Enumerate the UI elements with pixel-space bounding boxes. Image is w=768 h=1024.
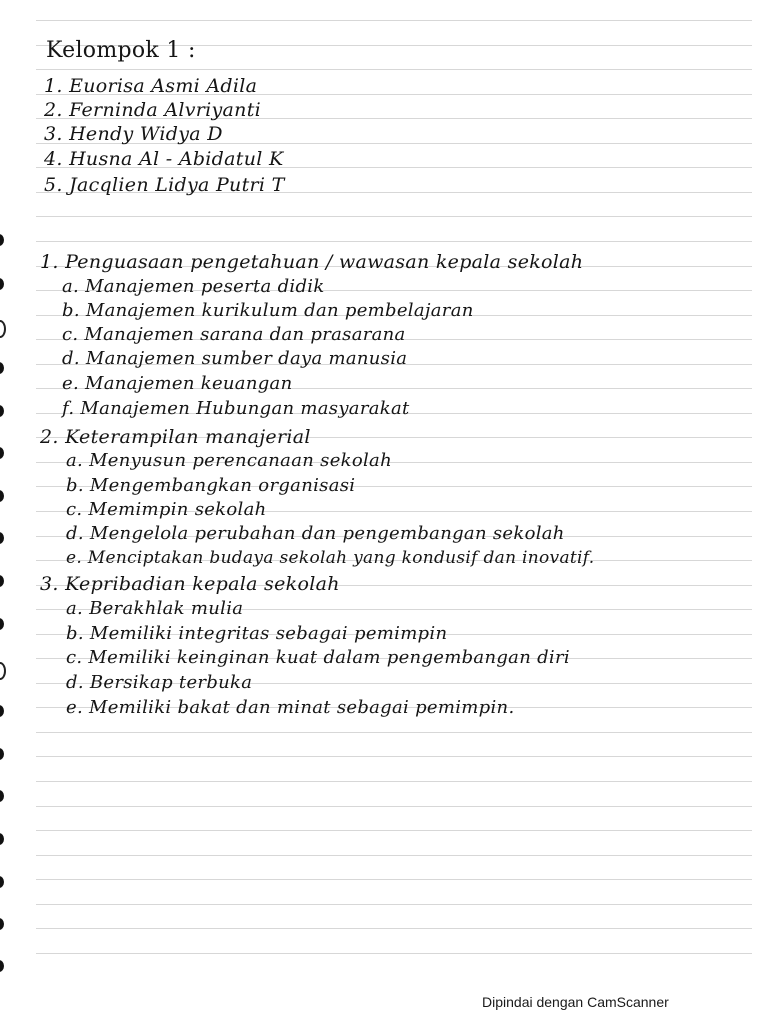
section-3-item-d: d. Bersikap terbuka — [66, 672, 253, 693]
binder-hole — [0, 575, 4, 587]
section-1-item-d: d. Manajemen sumber daya manusia — [62, 348, 408, 369]
ruled-line — [36, 756, 752, 757]
section-1-heading: 1. Penguasaan pengetahuan / wawasan kepala sekolah — [40, 251, 584, 273]
binder-hole — [0, 362, 4, 374]
ruled-line — [36, 879, 752, 880]
binder-hole — [0, 833, 4, 845]
member-5: 5. Jacqlien Lidya Putri T — [44, 174, 285, 196]
section-2-item-a: a. Menyusun perencanaan sekolah — [66, 450, 392, 471]
binder-hole — [0, 790, 4, 802]
section-1-item-b: b. Manajemen kurikulum dan pembelajaran — [62, 300, 474, 321]
binder-hole — [0, 532, 4, 544]
ruled-line — [36, 855, 752, 856]
section-1-item-c: c. Manajemen sarana dan prasarana — [62, 324, 406, 345]
section-3-item-e: e. Memiliki bakat dan minat sebagai pemimpin. — [66, 697, 515, 718]
binder-hole — [0, 447, 4, 459]
group-title: Kelompok 1 : — [46, 38, 196, 63]
binder-hole — [0, 618, 4, 630]
ruled-line — [36, 216, 752, 217]
binder-hole — [0, 405, 4, 417]
member-3: 3. Hendy Widya D — [44, 123, 223, 145]
member-2: 2. Ferninda Alvriyanti — [44, 99, 262, 121]
ruled-line — [36, 20, 752, 21]
member-1: 1. Euorisa Asmi Adila — [44, 75, 258, 97]
section-2-item-b: b. Mengembangkan organisasi — [66, 475, 356, 496]
section-2-item-c: c. Memimpin sekolah — [66, 499, 267, 520]
ruled-line — [36, 928, 752, 929]
section-2-item-e: e. Menciptakan budaya sekolah yang kondusif dan inovatif. — [66, 548, 595, 568]
ruled-line — [36, 69, 752, 70]
section-3-heading: 3. Kepribadian kepala sekolah — [40, 573, 340, 595]
ruled-line — [36, 830, 752, 831]
binder-hole — [0, 662, 6, 680]
ruled-line — [36, 732, 752, 733]
ruled-line — [36, 904, 752, 905]
binder-hole — [0, 278, 4, 290]
ruled-line — [36, 781, 752, 782]
ruled-line — [36, 806, 752, 807]
section-2-heading: 2. Keterampilan manajerial — [40, 426, 311, 448]
binder-hole — [0, 490, 4, 502]
binder-hole — [0, 705, 4, 717]
binder-hole — [0, 748, 4, 760]
binder-hole — [0, 320, 6, 338]
section-1-item-a: a. Manajemen peserta didik — [62, 276, 325, 297]
camscanner-watermark: Dipindai dengan CamScanner — [482, 994, 669, 1010]
section-2-item-d: d. Mengelola perubahan dan pengembangan sekolah — [66, 523, 565, 544]
binder-hole — [0, 960, 4, 972]
section-1-item-f: f. Manajemen Hubungan masyarakat — [62, 398, 410, 419]
binder-hole — [0, 876, 4, 888]
section-3-item-a: a. Berakhlak mulia — [66, 598, 244, 619]
section-3-item-c: c. Memiliki keinginan kuat dalam pengembangan diri — [66, 647, 570, 668]
ruled-line — [36, 953, 752, 954]
binder-hole — [0, 918, 4, 930]
section-1-item-e: e. Manajemen keuangan — [62, 373, 293, 394]
section-3-item-b: b. Memiliki integritas sebagai pemimpin — [66, 623, 448, 644]
member-4: 4. Husna Al - Abidatul K — [44, 148, 284, 170]
binder-hole — [0, 234, 4, 246]
ruled-line — [36, 241, 752, 242]
